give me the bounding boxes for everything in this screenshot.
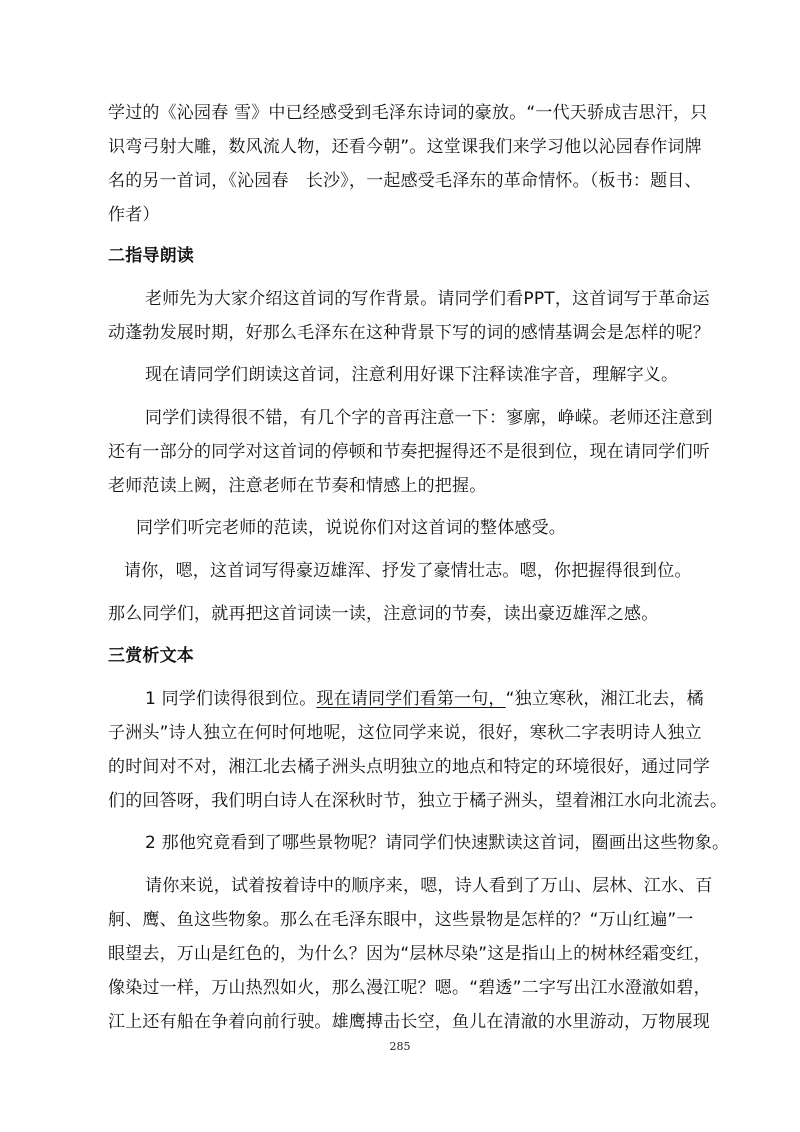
page-number: 285 xyxy=(389,1040,411,1053)
paragraph-line xyxy=(145,688,704,710)
paragraph-line: 2 那他究竟看到了哪些景物呢？请同学们快速默读这首词，圈画出这些物象。 xyxy=(145,833,730,853)
paragraph-line: 舸、鹰、鱼这些物象。那么在毛泽东眼中，这些景物是怎样的？“万山红遍”一 xyxy=(108,910,694,930)
paragraph-line: 请你，嗯，这首词写得豪迈雄浑、抒发了豪情壮志。嗯，你把握得很到位。 xyxy=(124,561,692,581)
paragraph-line: 眼望去，万山是红色的，为什么？因为“层林尽染”这是指山上的树林经霜变红， xyxy=(108,944,711,964)
section-heading: 二指导朗读 xyxy=(108,246,194,266)
paragraph-line: 们的回答呀，我们明白诗人在深秋时节，独立于橘子洲头，望着湘江水向北流去。 xyxy=(108,791,728,811)
paragraph-line: 江上还有船在争着向前行驶。雄鹰搏击长空，鱼儿在清澈的水里游动，万物展现 xyxy=(108,1012,710,1032)
text-run: 1 同学们读得很到位。 xyxy=(145,689,317,709)
paragraph-line: 现在请同学们朗读这首词，注意利用好课下注释读准字音，理解字义。 xyxy=(145,365,679,385)
underlined-text: 现在请同学们看第一句， xyxy=(316,689,506,709)
paragraph-line: 同学们读得很不错，有几个字的音再注意一下：寥廓，峥嵘。老师还注意到 xyxy=(145,408,713,428)
paragraph-line: 那么同学们，就再把这首词读一读，注意词的节奏，读出豪迈雄浑之感。 xyxy=(108,604,659,624)
paragraph-line: 动蓬勃发展时期，好那么毛泽东在这种背景下写的词的感情基调会是怎样的呢？ xyxy=(108,323,710,343)
paragraph-line: 名的另一首词，《沁园春 长沙》，一起感受毛泽东的革命情怀。（板书：题目、 xyxy=(108,171,702,191)
paragraph-line: 老师先为大家介绍这首词的写作背景。请同学们看PPT，这首词写于革命运 xyxy=(145,289,710,309)
section-heading: 三赏析文本 xyxy=(108,646,194,666)
paragraph-line: 的时间对不对，湘江北去橘子洲头点明独立的地点和特定的环境很好，通过同学 xyxy=(108,757,710,777)
paragraph-line: 像染过一样，万山热烈如火，那么漫江呢？嗯。“碧透”二字写出江水澄澈如碧， xyxy=(108,978,711,998)
paragraph-line: 子洲头”诗人独立在何时何地呢，这位同学来说，很好，寒秋二字表明诗人独立 xyxy=(108,723,702,743)
paragraph-line: 老师范读上阙，注意老师在节奏和情感上的把握。 xyxy=(108,476,487,496)
text-run: “独立寒秋，湘江北去，橘 xyxy=(505,689,704,709)
paragraph-line: 学过的《沁园春 雪》中已经感受到毛泽东诗词的豪放。“一代天骄成吉思汗，只 xyxy=(108,103,708,123)
paragraph-line: 识弯弓射大雕，数风流人物，还看今朝”。这堂课我们来学习他以沁园春作词牌 xyxy=(108,137,702,157)
paragraph-line: 还有一部分的同学对这首词的停顿和节奏把握得还不是很到位，现在请同学们听 xyxy=(108,442,710,462)
paragraph-line: 同学们听完老师的范读，说说你们对这首词的整体感受。 xyxy=(136,518,566,538)
paragraph-line: 请你来说，试着按着诗中的顺序来，嗯，诗人看到了万山、层林、江水、百 xyxy=(145,876,713,896)
paragraph-line: 作者） xyxy=(108,205,160,225)
